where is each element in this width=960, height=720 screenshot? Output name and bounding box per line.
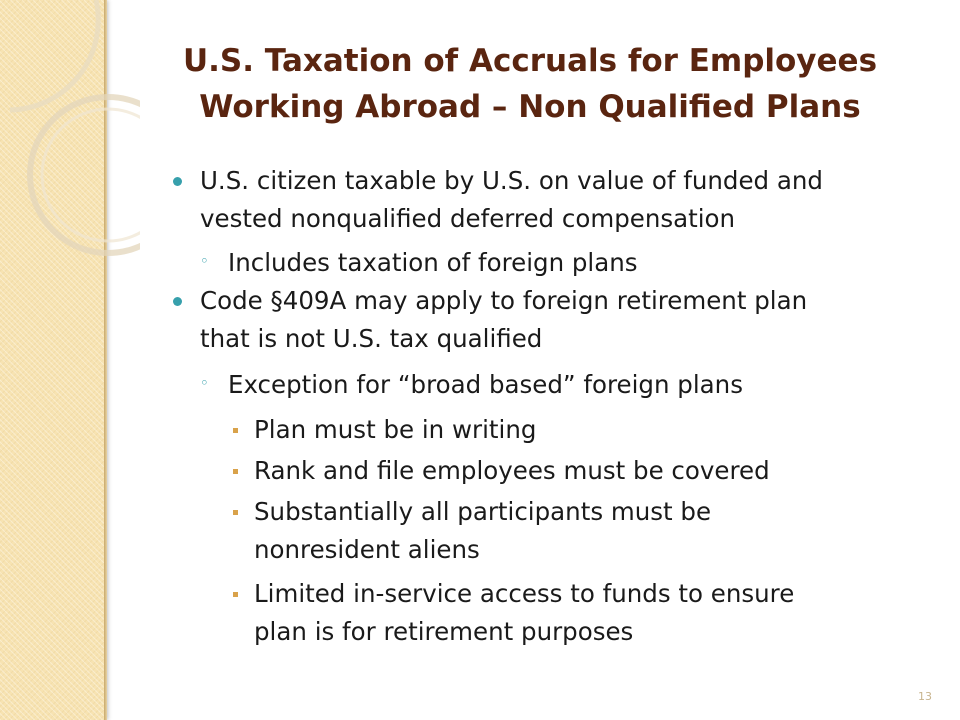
bullet-item-level3 bbox=[254, 575, 794, 651]
bullet-item-level2 bbox=[228, 366, 743, 404]
bullet-text: Code §409A may apply to foreign retirement plan bbox=[200, 286, 808, 315]
bullet-text: nonresident aliens bbox=[254, 535, 480, 564]
bullet-text: that is not U.S. tax qualified bbox=[200, 324, 543, 353]
sub-sub-bullet-square bbox=[233, 469, 238, 474]
sub-sub-bullet-square bbox=[233, 510, 238, 515]
bullet-text: Substantially all participants must be bbox=[254, 497, 712, 526]
bullet-text: Limited in-service access to funds to ensure bbox=[254, 579, 795, 608]
page-number: 13 bbox=[918, 690, 932, 703]
bullet-item-level3 bbox=[254, 452, 770, 490]
sub-sub-bullet-square bbox=[233, 428, 238, 433]
bullet-item-level1 bbox=[200, 282, 807, 358]
bullet-text: Exception for “broad based” foreign plans bbox=[228, 370, 743, 399]
bullet-item-level2 bbox=[228, 244, 638, 282]
bullet-dot bbox=[173, 297, 182, 306]
sub-bullet-circle: ◦ bbox=[200, 252, 209, 270]
bullet-dot bbox=[173, 177, 182, 186]
bullet-text: vested nonqualified deferred compensation bbox=[200, 204, 736, 233]
title-line-1: U.S. Taxation of Accruals for Employees bbox=[182, 43, 878, 79]
sub-bullet-circle: ◦ bbox=[200, 374, 209, 392]
bullet-item-level3 bbox=[254, 493, 711, 569]
bullet-text: Includes taxation of foreign plans bbox=[228, 248, 638, 277]
bullet-item-level3 bbox=[254, 411, 536, 449]
sub-sub-bullet-square bbox=[233, 592, 238, 597]
bullet-text: Plan must be in writing bbox=[254, 415, 537, 444]
bullet-text: U.S. citizen taxable by U.S. on value of funded and bbox=[200, 166, 823, 195]
bullet-text: Rank and file employees must be covered bbox=[254, 456, 770, 485]
title-line-2: Working Abroad – Non Qualified Plans bbox=[199, 89, 861, 125]
bullet-item-level1 bbox=[200, 162, 823, 238]
bullet-text: plan is for retirement purposes bbox=[254, 617, 634, 646]
